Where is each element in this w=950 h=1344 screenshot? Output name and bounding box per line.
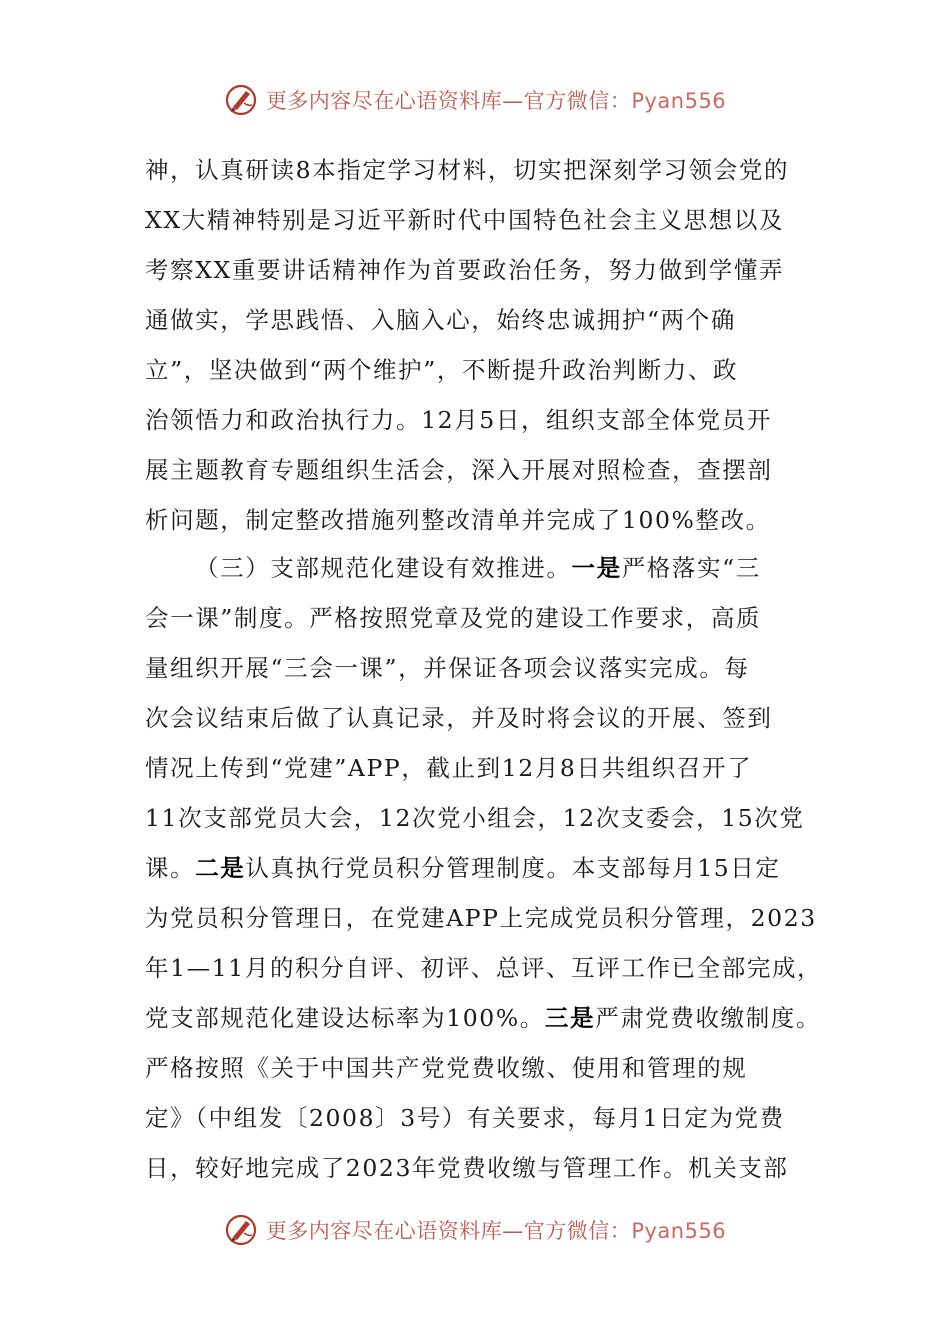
section-heading-line bbox=[195, 553, 895, 583]
header-wechat-id: Pyan556 bbox=[631, 89, 727, 113]
text-fragment: 严格落实“三 bbox=[621, 554, 761, 582]
section-heading: （三）支部规范化建设有效推进。 bbox=[195, 554, 572, 582]
header-banner-label: 更多内容尽在心语资料库—官方微信： bbox=[265, 89, 632, 113]
text-line: 情况上传到“党建”APP，截止到12月8日共组织召开了 bbox=[145, 754, 753, 782]
bold-marker: 二是 bbox=[195, 854, 246, 882]
text-line: 析问题，制定整改措施列整改清单并完成了100%整改。 bbox=[145, 506, 771, 534]
text-line bbox=[145, 853, 845, 883]
footer-banner-label: 更多内容尽在心语资料库—官方微信： bbox=[265, 1219, 632, 1243]
text-line: 为党员积分管理日，在党建APP上完成党员积分管理，2023 bbox=[145, 904, 817, 932]
text-line: 立”，坚决做到“两个维护”，不断提升政治判断力、政 bbox=[145, 356, 739, 384]
text-line: 量组织开展“三会一课”，并保证各项会议落实完成。每 bbox=[145, 654, 750, 682]
text-fragment: 课。 bbox=[145, 854, 196, 882]
text-line: 日，较好地完成了2023年党费收缴与管理工作。机关支部 bbox=[145, 1154, 789, 1182]
text-line: 通做实，学思践悟、入脑入心，始终忠诚拥护“两个确 bbox=[145, 306, 736, 334]
text-line: 考察XX重要讲话精神作为首要政治任务，努力做到学懂弄 bbox=[145, 256, 785, 284]
text-line: XX大精神特别是习近平新时代中国特色社会主义思想以及 bbox=[145, 206, 785, 234]
footer-banner bbox=[0, 1208, 950, 1252]
text-line: 定》（中组发〔2008〕3号）有关要求，每月1日定为党费 bbox=[145, 1104, 785, 1132]
footer-wechat-id: Pyan556 bbox=[631, 1219, 727, 1243]
footer-banner-text bbox=[266, 1215, 726, 1245]
bold-marker: 一是 bbox=[571, 554, 622, 582]
text-line: 年1—11月的积分自评、初评、总评、互评工作已全部完成， bbox=[145, 954, 823, 982]
text-line: 会一课”制度。严格按照党章及党的建设工作要求，高质 bbox=[145, 604, 762, 632]
bold-marker: 三是 bbox=[544, 1004, 596, 1032]
pen-seal-logo-icon bbox=[224, 1213, 258, 1247]
text-line: 展主题教育专题组织生活会，深入开展对照检查，查摆剖 bbox=[145, 456, 773, 484]
text-line: 次会议结束后做了认真记录，并及时将会议的开展、签到 bbox=[145, 704, 773, 732]
text-line: 神，认真研读8本指定学习材料，切实把深刻学习领会党的 bbox=[145, 156, 790, 184]
text-line: 11次支部党员大会，12次党小组会，12次支委会，15次党 bbox=[145, 804, 805, 832]
text-fragment: 认真执行党员积分管理制度。本支部每月15日定 bbox=[245, 854, 781, 882]
text-fragment: 党支部规范化建设达标率为100%。 bbox=[145, 1004, 545, 1032]
text-line bbox=[145, 1003, 845, 1033]
text-fragment: 严肃党费收缴制度。 bbox=[595, 1004, 821, 1032]
text-line: 治领悟力和政治执行力。12月5日，组织支部全体党员开 bbox=[145, 406, 772, 434]
text-line: 严格按照《关于中国共产党党费收缴、使用和管理的规 bbox=[145, 1054, 748, 1082]
